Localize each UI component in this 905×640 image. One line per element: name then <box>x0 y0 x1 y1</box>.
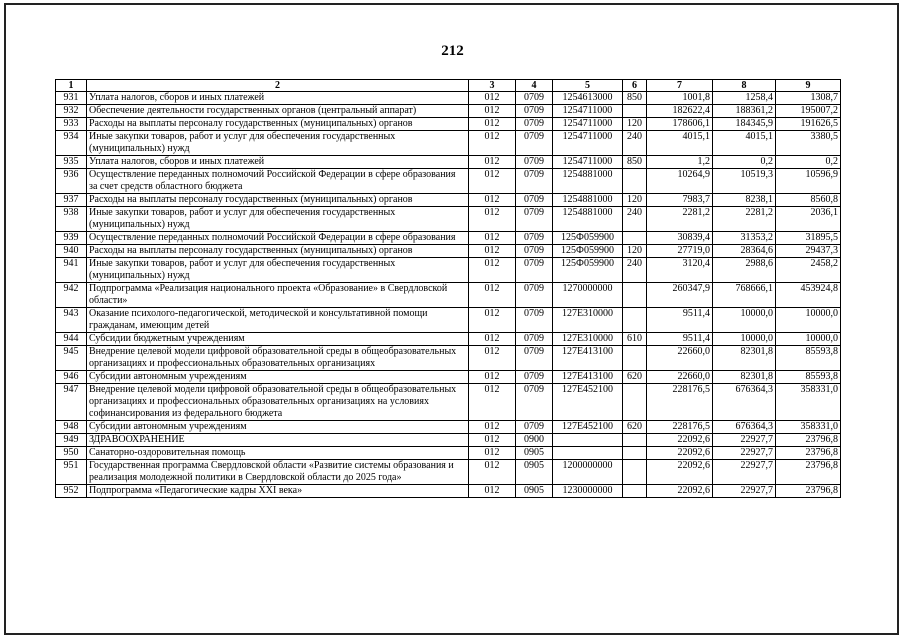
column-header: 6 <box>623 80 647 92</box>
row-code-section: 0709 <box>516 258 553 283</box>
row-number: 951 <box>56 460 87 485</box>
row-name: Уплата налогов, сборов и иных платежей <box>87 92 469 105</box>
row-code-section: 0709 <box>516 105 553 118</box>
row-value-col9: 23796,8 <box>776 460 841 485</box>
row-value-col7: 27719,0 <box>647 245 713 258</box>
row-number: 943 <box>56 308 87 333</box>
row-code-expense: 850 <box>623 92 647 105</box>
table-row <box>56 283 841 308</box>
row-code-section: 0709 <box>516 333 553 346</box>
page-number: 212 <box>441 43 464 59</box>
row-value-col8: 22927,7 <box>713 485 776 498</box>
row-value-col9: 23796,8 <box>776 485 841 498</box>
row-name: Уплата налогов, сборов и иных платежей <box>87 156 469 169</box>
row-value-col9: 453924,8 <box>776 283 841 308</box>
row-name: Расходы на выплаты персоналу государственных (муниципальных) органов <box>87 194 469 207</box>
row-code-admin: 012 <box>469 346 516 371</box>
table-body <box>56 92 841 498</box>
row-value-col8: 676364,3 <box>713 384 776 421</box>
table-row <box>56 346 841 371</box>
row-value-col9: 8560,8 <box>776 194 841 207</box>
row-code-admin: 012 <box>469 232 516 245</box>
row-number: 950 <box>56 447 87 460</box>
row-value-col8: 10000,0 <box>713 308 776 333</box>
row-name: Осуществление переданных полномочий Российской Федерации в сфере образования <box>87 232 469 245</box>
row-code-section: 0905 <box>516 447 553 460</box>
row-value-col7: 22092,6 <box>647 447 713 460</box>
row-value-col7: 260347,9 <box>647 283 713 308</box>
row-name: Подпрограмма «Реализация национального проекта «Образование» в Свердловской области» <box>87 283 469 308</box>
table-row <box>56 207 841 232</box>
row-value-col8: 4015,1 <box>713 131 776 156</box>
row-name: Расходы на выплаты персоналу государственных (муниципальных) органов <box>87 118 469 131</box>
row-number: 935 <box>56 156 87 169</box>
row-code-target: 127E452100 <box>553 421 623 434</box>
row-value-col8: 22927,7 <box>713 460 776 485</box>
table-row <box>56 384 841 421</box>
row-value-col8: 2988,6 <box>713 258 776 283</box>
row-code-expense: 120 <box>623 118 647 131</box>
row-code-section: 0905 <box>516 460 553 485</box>
row-code-target: 127E310000 <box>553 308 623 333</box>
row-value-col7: 22092,6 <box>647 460 713 485</box>
row-code-expense: 240 <box>623 258 647 283</box>
table-row <box>56 434 841 447</box>
row-value-col7: 22660,0 <box>647 371 713 384</box>
row-value-col7: 1,2 <box>647 156 713 169</box>
row-number: 940 <box>56 245 87 258</box>
row-code-section: 0709 <box>516 384 553 421</box>
row-code-section: 0905 <box>516 485 553 498</box>
row-value-col7: 7983,7 <box>647 194 713 207</box>
row-number: 947 <box>56 384 87 421</box>
row-value-col8: 188361,2 <box>713 105 776 118</box>
row-code-target: 1254881000 <box>553 207 623 232</box>
row-value-col7: 30839,4 <box>647 232 713 245</box>
row-code-admin: 012 <box>469 156 516 169</box>
row-code-target: 127E310000 <box>553 333 623 346</box>
column-header: 3 <box>469 80 516 92</box>
row-code-admin: 012 <box>469 434 516 447</box>
row-name: Оказание психолого-педагогической, методической и консультативной помощи гражданам, имеющим детей <box>87 308 469 333</box>
table-row <box>56 105 841 118</box>
row-value-col9: 10596,9 <box>776 169 841 194</box>
row-code-expense: 620 <box>623 371 647 384</box>
table-row <box>56 333 841 346</box>
row-code-section: 0709 <box>516 194 553 207</box>
row-number: 934 <box>56 131 87 156</box>
row-value-col7: 9511,4 <box>647 308 713 333</box>
table-row <box>56 131 841 156</box>
row-value-col8: 8238,1 <box>713 194 776 207</box>
row-code-admin: 012 <box>469 447 516 460</box>
row-code-expense <box>623 447 647 460</box>
row-code-section: 0709 <box>516 346 553 371</box>
row-value-col9: 0,2 <box>776 156 841 169</box>
row-code-admin: 012 <box>469 333 516 346</box>
row-code-target: 1254613000 <box>553 92 623 105</box>
row-number: 945 <box>56 346 87 371</box>
row-name: Субсидии автономным учреждениям <box>87 371 469 384</box>
row-code-admin: 012 <box>469 118 516 131</box>
row-value-col9: 85593,8 <box>776 371 841 384</box>
row-value-col8: 10519,3 <box>713 169 776 194</box>
row-value-col8: 82301,8 <box>713 371 776 384</box>
row-number: 936 <box>56 169 87 194</box>
row-value-col9: 29437,3 <box>776 245 841 258</box>
row-code-section: 0900 <box>516 434 553 447</box>
row-value-col7: 4015,1 <box>647 131 713 156</box>
row-code-section: 0709 <box>516 131 553 156</box>
row-value-col8: 10000,0 <box>713 333 776 346</box>
row-code-expense: 240 <box>623 207 647 232</box>
row-value-col9: 31895,5 <box>776 232 841 245</box>
row-value-col9: 3380,5 <box>776 131 841 156</box>
row-number: 946 <box>56 371 87 384</box>
table-row <box>56 169 841 194</box>
row-number: 939 <box>56 232 87 245</box>
row-code-target: 1254711000 <box>553 105 623 118</box>
row-value-col8: 2281,2 <box>713 207 776 232</box>
row-code-admin: 012 <box>469 283 516 308</box>
row-code-target <box>553 447 623 460</box>
row-name: Расходы на выплаты персоналу государственных (муниципальных) органов <box>87 245 469 258</box>
budget-table <box>55 79 841 498</box>
row-code-admin: 012 <box>469 485 516 498</box>
row-value-col7: 22092,6 <box>647 485 713 498</box>
column-header: 5 <box>553 80 623 92</box>
row-name: Иные закупки товаров, работ и услуг для обеспечения государственных (муниципальных) нужд <box>87 258 469 283</box>
row-code-expense <box>623 346 647 371</box>
row-code-expense: 120 <box>623 245 647 258</box>
row-value-col7: 2281,2 <box>647 207 713 232</box>
row-value-col8: 184345,9 <box>713 118 776 131</box>
row-name: Внедрение целевой модели цифровой образовательной среды в общеобразовательных организациях и профессиональных образовательных организациях на условиях софинансирования из федерального бюджета <box>87 384 469 421</box>
row-value-col8: 676364,3 <box>713 421 776 434</box>
row-value-col7: 9511,4 <box>647 333 713 346</box>
row-code-expense: 240 <box>623 131 647 156</box>
row-code-admin: 012 <box>469 207 516 232</box>
row-number: 952 <box>56 485 87 498</box>
row-value-col9: 23796,8 <box>776 434 841 447</box>
row-value-col8: 22927,7 <box>713 447 776 460</box>
row-code-target: 1254711000 <box>553 156 623 169</box>
row-value-col7: 178606,1 <box>647 118 713 131</box>
row-code-section: 0709 <box>516 308 553 333</box>
row-code-admin: 012 <box>469 245 516 258</box>
row-value-col9: 2458,2 <box>776 258 841 283</box>
row-value-col7: 228176,5 <box>647 421 713 434</box>
row-code-section: 0709 <box>516 421 553 434</box>
row-code-admin: 012 <box>469 421 516 434</box>
row-code-section: 0709 <box>516 245 553 258</box>
row-number: 948 <box>56 421 87 434</box>
row-number: 937 <box>56 194 87 207</box>
table-row <box>56 194 841 207</box>
row-name: Субсидии бюджетным учреждениям <box>87 333 469 346</box>
row-number: 944 <box>56 333 87 346</box>
row-value-col8: 28364,6 <box>713 245 776 258</box>
row-value-col7: 3120,4 <box>647 258 713 283</box>
row-value-col9: 23796,8 <box>776 447 841 460</box>
row-code-section: 0709 <box>516 207 553 232</box>
row-value-col7: 22092,6 <box>647 434 713 447</box>
row-number: 931 <box>56 92 87 105</box>
column-header: 1 <box>56 80 87 92</box>
row-name: Иные закупки товаров, работ и услуг для обеспечения государственных (муниципальных) нужд <box>87 131 469 156</box>
table-row <box>56 421 841 434</box>
row-code-admin: 012 <box>469 371 516 384</box>
row-code-target: 127E413100 <box>553 346 623 371</box>
row-number: 938 <box>56 207 87 232</box>
row-code-admin: 012 <box>469 92 516 105</box>
row-code-expense <box>623 384 647 421</box>
row-value-col8: 31353,2 <box>713 232 776 245</box>
table-row <box>56 156 841 169</box>
row-value-col7: 10264,9 <box>647 169 713 194</box>
row-code-admin: 012 <box>469 105 516 118</box>
row-value-col7: 1001,8 <box>647 92 713 105</box>
row-code-section: 0709 <box>516 156 553 169</box>
row-code-expense: 850 <box>623 156 647 169</box>
row-code-target: 125Ф059900 <box>553 258 623 283</box>
row-name: Обеспечение деятельности государственных органов (центральный аппарат) <box>87 105 469 118</box>
row-code-target: 1254881000 <box>553 169 623 194</box>
column-header: 2 <box>87 80 469 92</box>
row-value-col9: 10000,0 <box>776 308 841 333</box>
row-code-admin: 012 <box>469 460 516 485</box>
row-value-col8: 768666,1 <box>713 283 776 308</box>
row-code-expense <box>623 105 647 118</box>
table-row <box>56 485 841 498</box>
row-code-target: 1230000000 <box>553 485 623 498</box>
row-code-target: 1200000000 <box>553 460 623 485</box>
row-code-admin: 012 <box>469 258 516 283</box>
row-value-col9: 191626,5 <box>776 118 841 131</box>
row-value-col8: 22927,7 <box>713 434 776 447</box>
row-value-col9: 358331,0 <box>776 384 841 421</box>
row-code-section: 0709 <box>516 232 553 245</box>
row-value-col9: 2036,1 <box>776 207 841 232</box>
row-code-admin: 012 <box>469 308 516 333</box>
table-row <box>56 460 841 485</box>
row-name: Субсидии автономным учреждениям <box>87 421 469 434</box>
row-value-col9: 1308,7 <box>776 92 841 105</box>
row-code-section: 0709 <box>516 371 553 384</box>
row-name: Государственная программа Свердловской области «Развитие системы образования и реализация молодежной политики в Свердловской области до 2025 года» <box>87 460 469 485</box>
row-code-expense: 610 <box>623 333 647 346</box>
row-name: Осуществление переданных полномочий Российской Федерации в сфере образования за счет средств областного бюджета <box>87 169 469 194</box>
row-code-target: 1270000000 <box>553 283 623 308</box>
row-value-col7: 228176,5 <box>647 384 713 421</box>
row-value-col7: 182622,4 <box>647 105 713 118</box>
row-value-col8: 0,2 <box>713 156 776 169</box>
row-value-col8: 1258,4 <box>713 92 776 105</box>
row-code-expense <box>623 308 647 333</box>
row-value-col9: 10000,0 <box>776 333 841 346</box>
row-value-col8: 82301,8 <box>713 346 776 371</box>
row-number: 942 <box>56 283 87 308</box>
table-header-row <box>56 80 841 92</box>
table-row <box>56 258 841 283</box>
row-code-target: 127E452100 <box>553 384 623 421</box>
row-code-target: 127E413100 <box>553 371 623 384</box>
row-code-expense: 620 <box>623 421 647 434</box>
row-code-target: 1254711000 <box>553 118 623 131</box>
row-code-section: 0709 <box>516 169 553 194</box>
row-code-admin: 012 <box>469 194 516 207</box>
row-number: 933 <box>56 118 87 131</box>
row-code-section: 0709 <box>516 92 553 105</box>
table-row <box>56 245 841 258</box>
row-code-target: 1254711000 <box>553 131 623 156</box>
column-header: 7 <box>647 80 713 92</box>
row-value-col7: 22660,0 <box>647 346 713 371</box>
row-code-section: 0709 <box>516 118 553 131</box>
row-code-expense <box>623 169 647 194</box>
row-code-admin: 012 <box>469 169 516 194</box>
row-value-col9: 358331,0 <box>776 421 841 434</box>
row-code-target: 125Ф059900 <box>553 232 623 245</box>
row-code-expense <box>623 485 647 498</box>
column-header: 4 <box>516 80 553 92</box>
table-row <box>56 308 841 333</box>
row-code-admin: 012 <box>469 384 516 421</box>
row-value-col9: 195007,2 <box>776 105 841 118</box>
row-code-expense <box>623 460 647 485</box>
row-code-section: 0709 <box>516 283 553 308</box>
table-row <box>56 447 841 460</box>
row-code-target: 125Ф059900 <box>553 245 623 258</box>
row-name: ЗДРАВООХРАНЕНИЕ <box>87 434 469 447</box>
row-code-target: 1254881000 <box>553 194 623 207</box>
column-header: 9 <box>776 80 841 92</box>
table-row <box>56 92 841 105</box>
row-code-expense <box>623 434 647 447</box>
row-number: 941 <box>56 258 87 283</box>
row-number: 949 <box>56 434 87 447</box>
row-code-admin: 012 <box>469 131 516 156</box>
table-row <box>56 232 841 245</box>
row-code-expense: 120 <box>623 194 647 207</box>
table-row <box>56 371 841 384</box>
row-value-col9: 85593,8 <box>776 346 841 371</box>
row-number: 932 <box>56 105 87 118</box>
row-name: Санаторно-оздоровительная помощь <box>87 447 469 460</box>
row-code-expense <box>623 283 647 308</box>
row-name: Иные закупки товаров, работ и услуг для обеспечения государственных (муниципальных) нужд <box>87 207 469 232</box>
column-header: 8 <box>713 80 776 92</box>
row-code-expense <box>623 232 647 245</box>
row-name: Внедрение целевой модели цифровой образовательной среды в общеобразовательных организациях и профессиональных образовательных организациях <box>87 346 469 371</box>
row-code-target <box>553 434 623 447</box>
table-row <box>56 118 841 131</box>
row-name: Подпрограмма «Педагогические кадры XXI века» <box>87 485 469 498</box>
